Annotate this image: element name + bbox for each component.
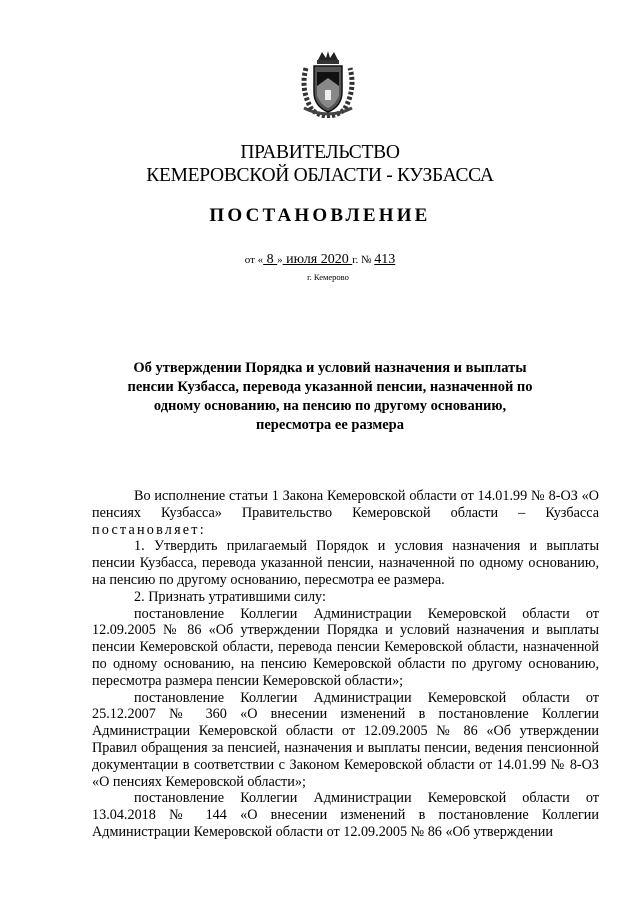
date-day-suffix: »	[277, 254, 283, 266]
number-prefix: №	[358, 254, 375, 266]
date-month-year: июля 2020	[282, 252, 353, 267]
year-suffix: г.	[352, 254, 359, 266]
document-type: ПОСТАНОВЛЕНИЕ	[209, 205, 431, 226]
item-2: 2. Признать утратившими силу:	[134, 588, 326, 605]
city: г. Кемерово	[307, 272, 349, 282]
document-title: Об утверждении Порядка и условий назначения и выплаты пенсии Кузбасса, перевода указанной пенсии, назначенной по одному основанию, на пенсию по другому основанию, пересмотра ее размера	[127, 360, 533, 433]
intro-paragraph	[92, 488, 599, 538]
repealed-act-3: постановление Коллегии Администрации Кемеровской области от 13.04.2018 № 144 «О внесении изменений в постановление Коллегии Администрации Кемеровской области от 12.09.2005 № 86 «Об утверждении	[92, 790, 599, 840]
government-name-line2: КЕМЕРОВСКОЙ ОБЛАСТИ - КУЗБАССА	[146, 165, 494, 186]
date-and-number	[0, 252, 640, 268]
intro-text: Во исполнение статьи 1 Закона Кемеровской области от 14.01.99 № 8-ОЗ «О пенсиях Кузбасса» Правительство Кемеровской области – Кузбасса	[92, 488, 599, 521]
resolves-word: постановляет:	[92, 521, 206, 538]
date-day: 8	[263, 252, 278, 267]
item-1: 1. Утвердить прилагаемый Порядок и условия назначения и выплаты пенсии Кузбасса, перевода указанной пенсии, назначенной по одному основанию, на пенсию по другому основанию, пересмотра ее размера.	[92, 538, 599, 588]
repealed-act-2: постановление Коллегии Администрации Кемеровской области от 25.12.2007 № 360 «О внесении изменений в постановление Коллегии Администрации Кемеровской области от 12.09.2005 № 86 «Об утверждении Правил обращения за пенсией, назначения и выплаты пенсии, ведения пенсионной документации в соответствии с Законом Кемеровской области от 14.01.99 № 8-ОЗ «О пенсиях Кемеровской области»;	[92, 689, 599, 790]
date-prefix: от «	[244, 254, 264, 266]
repealed-act-1: постановление Коллегии Администрации Кемеровской области от 12.09.2005 № 86 «Об утверждении Порядка и условий назначения и выплаты пенсии Кемеровской области, перевода пенсии Кемеровской области, назначенной по одному основанию, на пенсию Кемеровской области по другому основанию, пересмотра размера пенсии Кемеровской области»;	[92, 605, 599, 689]
coat-of-arms-icon	[298, 50, 358, 118]
document-body	[92, 488, 599, 841]
document-number: 413	[374, 252, 396, 267]
government-name-line1: ПРАВИТЕЛЬСТВО	[240, 142, 400, 163]
